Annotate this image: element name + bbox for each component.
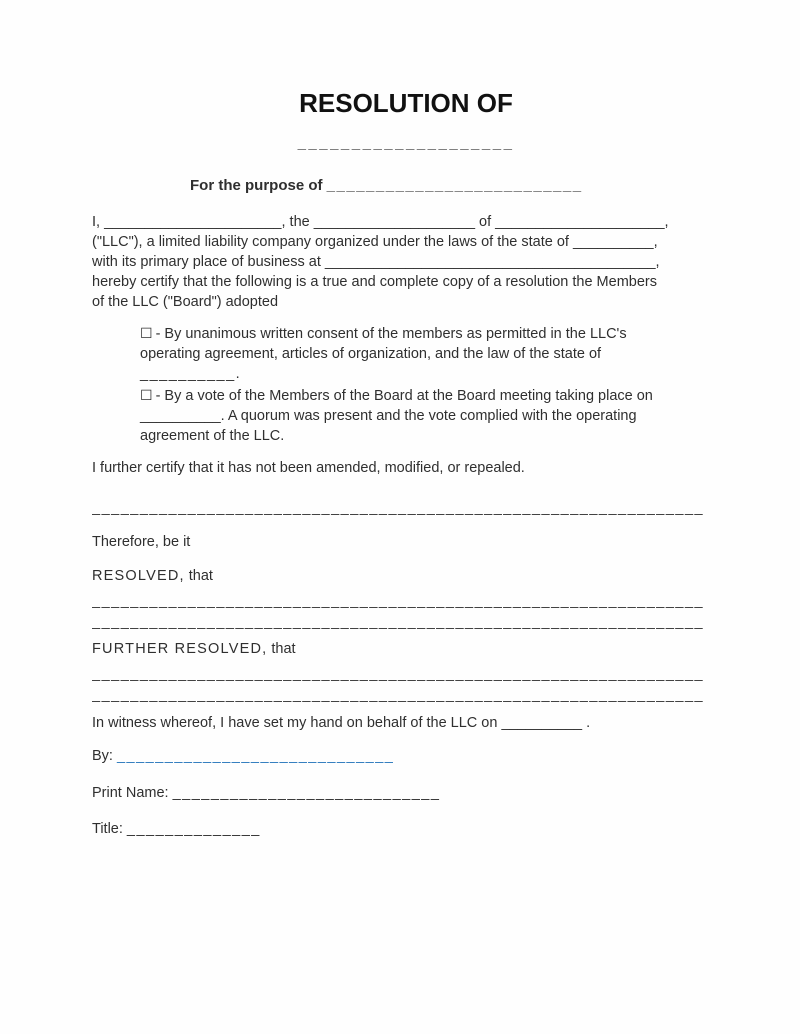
state-blank-line: __________. xyxy=(140,366,242,382)
further-resolved-keyword: FURTHER RESOLVED, xyxy=(92,641,268,657)
resolved-fill-in-area xyxy=(92,591,720,633)
print-name-blank: ____________________________ xyxy=(172,785,441,801)
intro-line: of the LLC ("Board") adopted xyxy=(92,294,279,310)
certification-paragraph xyxy=(92,212,720,312)
purpose-line xyxy=(190,176,720,196)
further-resolved-blank-line: ________________________________________________________________ xyxy=(92,666,705,682)
option-line: __________. A quorum was present and the vote complied with the operating xyxy=(140,408,637,424)
further-resolved-rest: that xyxy=(267,641,296,657)
resolved-blank-line: ________________________________________________________________ xyxy=(92,614,705,630)
option-line: agreement of the LLC. xyxy=(140,428,285,444)
intro-line: ("LLC"), a limited liability company organized under the laws of the state of __________, xyxy=(92,234,658,250)
resolved-blank-line: ________________________________________________________________ xyxy=(92,593,705,609)
adoption-option-vote xyxy=(140,386,720,446)
resolved-rest: that xyxy=(184,568,213,584)
therefore-line: Therefore, be it xyxy=(92,534,191,550)
resolved-keyword: RESOLVED, xyxy=(92,568,185,584)
separator-line: ________________________________________________________________ xyxy=(92,500,705,516)
option-line: - By a vote of the Members of the Board at the Board meeting taking place on xyxy=(155,388,653,404)
intro-line: I, ______________________, the ____________________ of _____________________, xyxy=(92,214,669,230)
by-row xyxy=(92,746,720,766)
further-resolved-fill-in-area xyxy=(92,664,720,706)
title-signature-blank: ______________ xyxy=(126,821,261,837)
further-resolved-blank-line: ________________________________________________________________ xyxy=(92,687,705,703)
title-label: Title: xyxy=(92,821,127,837)
document-title: RESOLUTION OF xyxy=(299,88,513,118)
intro-line: with its primary place of business at _________________________________________, xyxy=(92,254,660,270)
further-resolved-clause xyxy=(92,639,720,659)
option-line: - By unanimous written consent of the members as permitted in the LLC's xyxy=(155,326,627,342)
llc-name-blank: ____________________ xyxy=(297,135,515,152)
witness-line: In witness whereof, I have set my hand on behalf of the LLC on __________ . xyxy=(92,715,591,731)
print-name-row xyxy=(92,783,720,803)
adoption-option-consent xyxy=(140,324,720,384)
by-signature-blank: _____________________________ xyxy=(116,748,395,764)
purpose-blank: __________________________ xyxy=(326,177,583,194)
title-row xyxy=(92,819,720,839)
certify-statement: I further certify that it has not been amended, modified, or repealed. xyxy=(92,460,525,476)
option-line: operating agreement, articles of organization, and the law of the state of xyxy=(140,346,602,362)
intro-line: hereby certify that the following is a true and complete copy of a resolution the Members xyxy=(92,274,657,290)
checkbox-icon[interactable]: ☐ xyxy=(140,388,153,404)
resolved-clause xyxy=(92,566,720,586)
by-label: By: xyxy=(92,748,117,764)
purpose-label: For the purpose of xyxy=(190,177,327,194)
checkbox-icon[interactable]: ☐ xyxy=(140,326,153,342)
print-name-label: Print Name: xyxy=(92,785,173,801)
